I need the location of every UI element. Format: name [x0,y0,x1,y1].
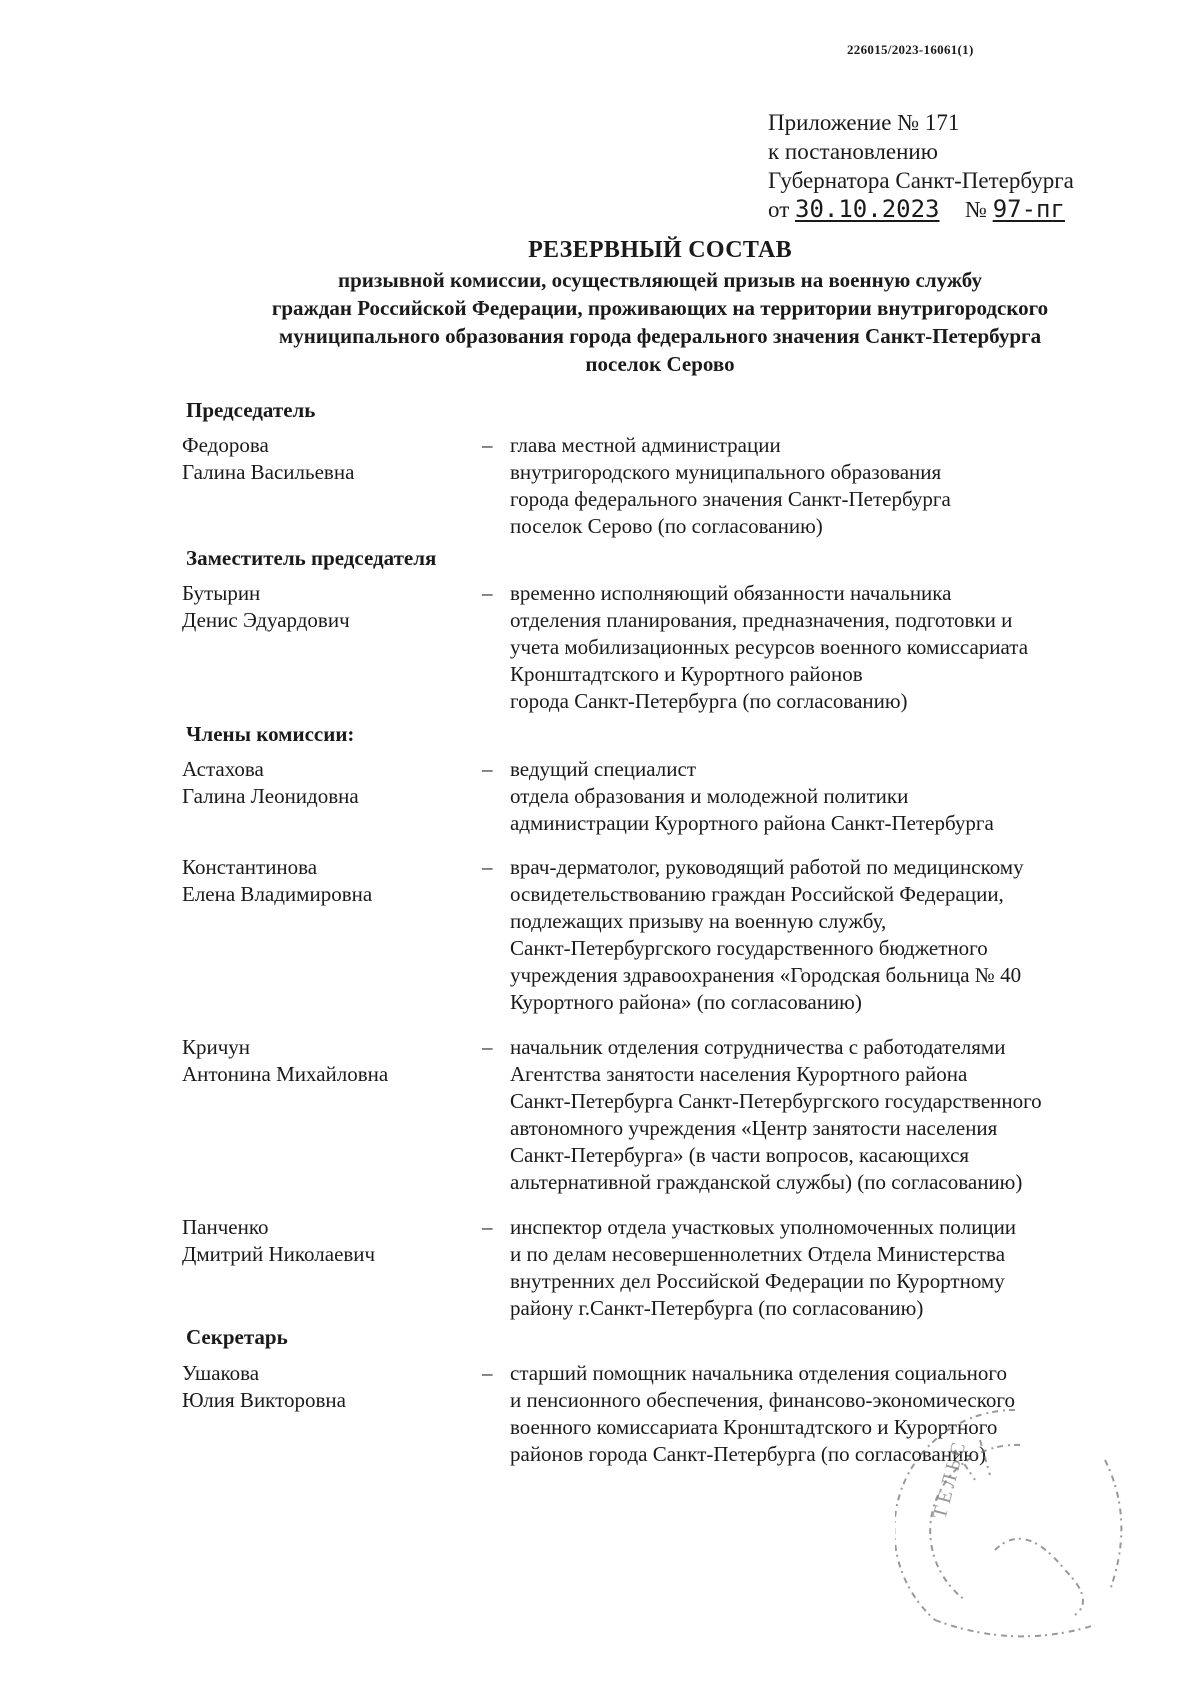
dash: – [482,1035,493,1059]
position-line: освидетельствованию граждан Российской Федерации, [510,882,1004,906]
dash: – [482,1215,493,1239]
surname: Бутырин [182,581,261,605]
surname: Панченко [182,1215,269,1239]
dash: – [482,757,493,781]
position-line: Санкт-Петербурга» (в части вопросов, касающихся [510,1143,970,1167]
position-line: отдела образования и молодежной политики [510,784,909,808]
position-line: альтернативной гражданской службы) (по согласованию) [510,1170,1023,1194]
member-position [510,1214,1150,1322]
official-seal-stamp [895,1400,1155,1640]
member-name [182,580,482,634]
from-label: от [768,197,790,222]
position-line: подлежащих призыву на военную службу, [510,909,887,933]
position-line: военного комиссариата Кронштадтского и Курортного [510,1415,998,1439]
position-line: инспектор отдела участковых уполномоченных полиции [510,1215,1017,1239]
position-line: и пенсионного обеспечения, финансово-экономического [510,1388,1015,1412]
given-name: Юлия Викторовна [182,1388,346,1412]
position-line: учреждения здравоохранения «Городская больница № 40 [510,963,1022,987]
dash: – [482,581,493,605]
position-line: начальник отделения сотрудничества с работодателями [510,1035,1006,1059]
appendix-issuer: Губернатора Санкт-Петербурга [768,168,1074,193]
position-line: Кронштадтского и Курортного районов [510,662,863,686]
decree-date: 30.10.2023 [795,195,940,223]
position-line: и по делам несовершеннолетних Отдела Министерства [510,1242,1006,1266]
title-line-3: муниципального образования города федерального значения Санкт-Петербурга [278,324,1042,348]
position-line: внутригородского муниципального образования [510,460,942,484]
appendix-number: Приложение № 171 [768,110,960,135]
dash: – [482,433,493,457]
section-secretary: Секретарь [186,1325,288,1349]
document-title [0,236,1200,378]
position-line: старший помощник начальника отделения социального [510,1361,1007,1385]
position-line: автономного учреждения «Центр занятости населения [510,1116,998,1140]
surname: Ушакова [182,1361,260,1385]
dash: – [482,855,493,879]
document-registration-number: 226015/2023-16061(1) [847,42,974,57]
title-line-4: поселок Серово [585,352,735,376]
surname: Константинова [182,855,318,879]
surname: Федорова [182,433,269,457]
member-name [182,1360,482,1414]
appendix-header [768,108,1074,224]
position-line: Агентства занятости населения Курортного района [510,1062,968,1086]
section-chair: Председатель [186,398,316,422]
member-krichun [182,1034,1162,1200]
member-astakhova [182,756,1162,840]
decree-number: 97-пг [992,195,1065,223]
position-line: глава местной администрации [510,433,781,457]
position-line: району г.Санкт-Петербурга (по согласованию) [510,1296,924,1320]
given-name: Антонина Михайловна [182,1062,389,1086]
member-name [182,756,482,810]
position-line: отделения планирования, предназначения, подготовки и [510,608,1013,632]
position-line: врач-дерматолог, руководящий работой по медицинскому [510,855,1024,879]
dash: – [482,1361,493,1385]
member-name [182,1214,482,1268]
given-name: Денис Эдуардович [182,608,350,632]
surname: Астахова [182,757,264,781]
given-name: Галина Васильевна [182,460,355,484]
member-position [510,432,1150,540]
member-position [510,1034,1150,1196]
position-line: города Санкт-Петербурга (по согласованию) [510,689,908,713]
seal-text: ТЕЛЬС [928,1436,972,1522]
given-name: Дмитрий Николаевич [182,1242,376,1266]
section-deputy: Заместитель председателя [186,546,437,570]
title-main: РЕЗЕРВНЫЙ СОСТАВ [528,237,792,263]
member-position [510,756,1150,837]
position-line: администрации Курортного района Санкт-Петербурга [510,811,994,835]
position-line: Санкт-Петербургского государственного бюджетного [510,936,988,960]
appendix-reference: к постановлению [768,139,938,164]
member-position [510,854,1150,1016]
position-line: ведущий специалист [510,757,696,781]
member-name [182,854,482,908]
member-fedorova [182,432,1162,542]
position-line: временно исполняющий обязанности начальника [510,581,952,605]
member-panchenko [182,1214,1162,1324]
position-line: Курортного района» (по согласованию) [510,990,862,1014]
member-name [182,432,482,486]
section-members: Члены комиссии: [186,722,355,746]
position-line: города федерального значения Санкт-Петербурга [510,487,951,511]
member-name [182,1034,482,1088]
appendix-date-number-row [768,195,1074,224]
position-line: учета мобилизационных ресурсов военного комиссариата [510,635,1029,659]
position-line: Санкт-Петербурга Санкт-Петербургского государственного [510,1089,1042,1113]
title-line-1: призывной комиссии, осуществляющей призыв на военную службу [338,268,982,292]
member-butyrin [182,580,1162,720]
position-line: внутренних дел Российской Федерации по Курортному [510,1269,1005,1293]
number-label: № [965,197,987,222]
member-position [510,580,1150,715]
surname: Кричун [182,1035,251,1059]
position-line: районов города Санкт-Петербурга (по согласованию) [510,1442,987,1466]
title-line-2: граждан Российской Федерации, проживающих на территории внутригородского [271,296,1049,320]
member-konstantinova [182,854,1162,1020]
position-line: поселок Серово (по согласованию) [510,514,823,538]
given-name: Елена Владимировна [182,882,373,906]
given-name: Галина Леонидовна [182,784,359,808]
